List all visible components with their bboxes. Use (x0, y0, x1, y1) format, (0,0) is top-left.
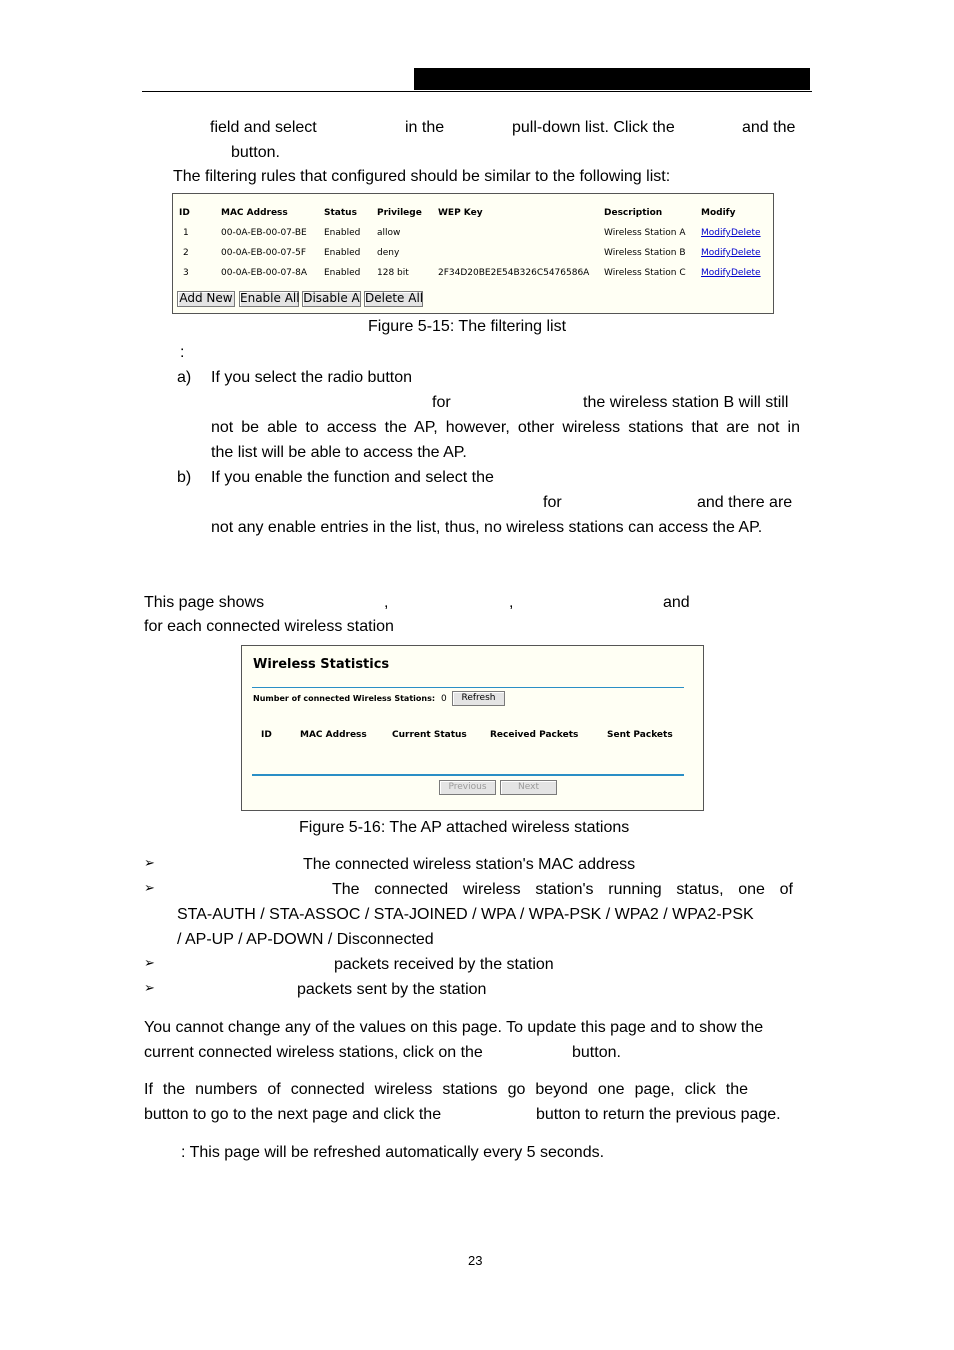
disable-all-button[interactable]: Disable A (303, 291, 360, 305)
delete-link[interactable]: Delete (731, 228, 761, 238)
modify-link[interactable]: Modify (701, 248, 731, 258)
row-id: 3 (183, 268, 189, 278)
note-colon: : (180, 344, 185, 361)
row-privilege: allow (377, 228, 401, 238)
bullet-2-cont2: / AP-UP / AP-DOWN / Disconnected (177, 931, 434, 948)
item-a-line3: not be able to access the AP, however, other wireless stations that are not in (211, 419, 800, 436)
bullet-2-text: The connected wireless station's running status, one of (332, 881, 793, 898)
item-b-line2: and there are (697, 494, 793, 511)
row-description: Wireless Station C (604, 268, 686, 278)
item-a-line2: the wireless station B will still (583, 394, 789, 411)
bullet-2-cont1: STA-AUTH / STA-ASSOC / STA-JOINED / WPA / WPA-PSK / WPA2 / WPA2-PSK (177, 906, 754, 923)
para2-line2a: button to go to the next page and click the (144, 1106, 442, 1123)
intro-text-4: and the (742, 119, 796, 136)
item-b-for: for (543, 494, 562, 511)
bullet-arrow-icon: ➢ (144, 981, 155, 996)
row-status: Enabled (324, 268, 361, 278)
item-b-line1: If you enable the function and select the (211, 469, 494, 486)
col-mac-address: MAC Address (300, 730, 367, 740)
bullet-arrow-icon: ➢ (144, 881, 155, 896)
page-number: 23 (468, 1253, 483, 1268)
row-privilege: 128 bit (377, 268, 409, 278)
para1-line2a: current connected wireless stations, click on the (144, 1044, 483, 1061)
bullet-arrow-icon: ➢ (144, 956, 155, 971)
title-rule (252, 687, 684, 688)
col-privilege: Privilege (377, 208, 422, 218)
col-description: Description (604, 208, 663, 218)
col-received-packets: Received Packets (490, 730, 579, 740)
intro-text-2: in the (405, 119, 445, 136)
filter-intro: The filtering rules that configured should be similar to the following list: (173, 168, 671, 185)
para2-line1: If the numbers of connected wireless stations go beyond one page, click the (144, 1081, 748, 1098)
row-description: Wireless Station A (604, 228, 686, 238)
refresh-button[interactable]: Refresh (452, 691, 505, 706)
modify-link[interactable]: Modify (701, 228, 731, 238)
enable-all-button[interactable]: Enable All (240, 291, 300, 305)
delete-all-button[interactable]: Delete All (365, 291, 424, 305)
figure-5-15-caption: Figure 5-15: The filtering list (368, 318, 567, 335)
stats-intro-comma1: , (384, 594, 389, 611)
item-a-line4: the list will be able to access the AP. (211, 444, 467, 461)
bullet-4-text: packets sent by the station (297, 981, 487, 998)
stats-intro-line2: for each connected wireless station (144, 618, 394, 635)
col-modify: Modify (701, 208, 736, 218)
item-b-line3: not any enable entries in the list, thus, no wireless stations can access the AP. (211, 519, 763, 536)
col-sent-packets: Sent Packets (607, 730, 673, 740)
col-wep: WEP Key (438, 208, 483, 218)
intro-text-1: field and select (210, 119, 317, 136)
row-mac: 00-0A-EB-00-07-BE (221, 228, 307, 238)
col-id: ID (179, 208, 190, 218)
note-line: : This page will be refreshed automatically every 5 seconds. (181, 1144, 605, 1161)
wireless-statistics-title: Wireless Statistics (253, 657, 390, 672)
modify-link[interactable]: Modify (701, 268, 731, 278)
add-new-button[interactable]: Add New (177, 291, 235, 307)
wireless-statistics-figure (241, 645, 704, 811)
delete-link[interactable]: Delete (731, 268, 761, 278)
previous-button[interactable]: Previous (439, 780, 496, 795)
filtering-list-figure (172, 193, 774, 314)
row-id: 1 (183, 228, 189, 238)
intro-text-3: pull-down list. Click the (512, 119, 675, 136)
header-rule (142, 91, 812, 92)
row-wep-key: 2F34D20BE2E54B326C5476586A (438, 268, 590, 278)
figure-5-16-caption: Figure 5-16: The AP attached wireless stations (299, 819, 630, 836)
row-mac: 00-0A-EB-00-07-8A (221, 268, 308, 278)
stats-intro-comma2: , (509, 594, 514, 611)
row-id: 2 (183, 248, 189, 258)
delete-link[interactable]: Delete (731, 248, 761, 258)
bullet-arrow-icon: ➢ (144, 856, 155, 871)
row-status: Enabled (324, 228, 361, 238)
row-privilege: deny (377, 248, 400, 258)
next-button[interactable]: Next (500, 780, 557, 795)
bullet-3-text: packets received by the station (334, 956, 554, 973)
row-description: Wireless Station B (604, 248, 686, 258)
para2-line2b: button to return the previous page. (536, 1106, 781, 1123)
para1-line2b: button. (572, 1044, 621, 1061)
intro-text-5: button. (231, 144, 280, 161)
row-status: Enabled (324, 248, 361, 258)
connected-count-value: 0 (441, 694, 447, 704)
col-mac: MAC Address (221, 208, 288, 218)
bottom-rule (252, 774, 684, 776)
para1-line1: You cannot change any of the values on this page. To update this page and to show the (144, 1019, 764, 1036)
item-b-marker: b) (177, 469, 192, 486)
connected-count-label: Number of connected Wireless Stations: (253, 694, 436, 703)
header-black-bar (414, 68, 810, 90)
row-mac: 00-0A-EB-00-07-5F (221, 248, 307, 258)
col-id: ID (261, 730, 272, 740)
bullet-1-text: The connected wireless station's MAC address (303, 856, 636, 873)
col-current-status: Current Status (392, 730, 467, 740)
item-a-marker: a) (177, 369, 192, 386)
stats-intro-and: and (663, 594, 690, 611)
item-a-line1: If you select the radio button (211, 369, 413, 386)
stats-intro-start: This page shows (144, 594, 265, 611)
col-status: Status (324, 208, 357, 218)
item-a-for: for (432, 394, 451, 411)
